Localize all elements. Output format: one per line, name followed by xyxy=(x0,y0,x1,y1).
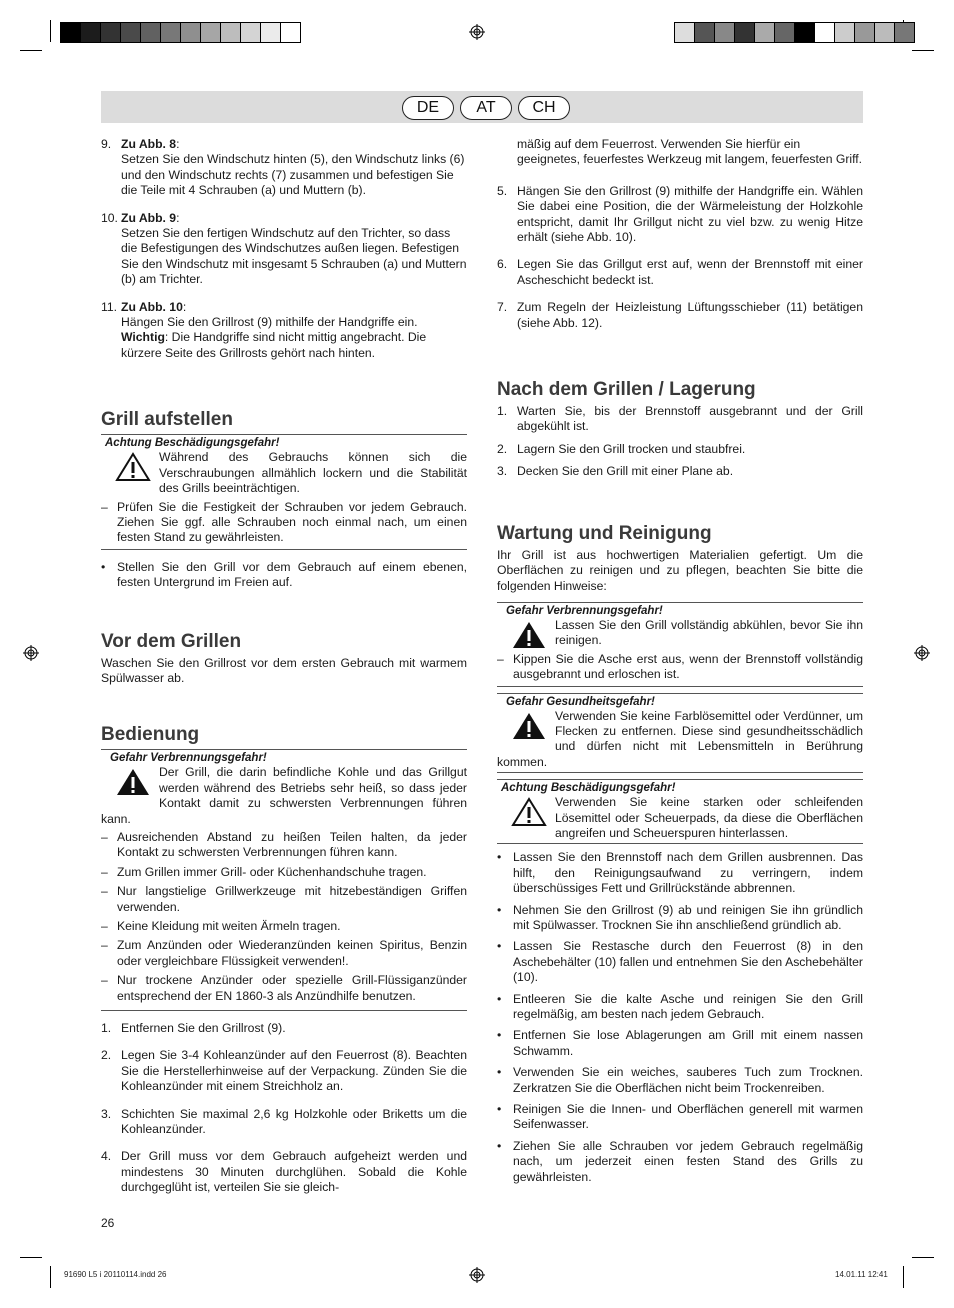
list-marker: 3. xyxy=(101,1106,112,1121)
danger-triangle-icon xyxy=(511,711,547,741)
list-marker: 3. xyxy=(497,464,508,479)
list-item xyxy=(101,919,467,934)
color-swatch xyxy=(815,23,835,42)
list-text: Lagern Sie den Grill trocken und staubfrei. xyxy=(517,441,746,456)
list-marker: • xyxy=(497,1102,502,1117)
registration-mark-icon xyxy=(23,645,39,661)
list-text: Zum Regeln der Heizleistung Lüftungsschieber (11) betätigen (siehe Abb. 12). xyxy=(517,300,863,330)
color-swatch xyxy=(735,23,755,42)
section-title: Bedienung xyxy=(101,724,200,746)
warning-box xyxy=(497,779,863,844)
list-text: Entfernen Sie lose Ablagerungen am Grill mit einem nassen Schwamm. xyxy=(513,1028,863,1058)
list-item xyxy=(497,184,863,246)
color-swatch xyxy=(201,23,221,42)
list-text: Setzen Sie den fertigen Windschutz auf den Trichter, so dass die Befestigungen des Windschutzes außen liegen. Befestigen Sie den Windschutz mit insgesamt 5 Schrauben (a) und Muttern (b) am Trichter. xyxy=(121,226,467,287)
warning-instruction: Kippen Sie die Asche erst aus, wenn der Brennstoff vollständig ausgebrannt und erloschen ist. xyxy=(513,651,863,682)
list-marker: 2. xyxy=(497,441,508,456)
color-swatch xyxy=(835,23,855,42)
warning-text: Lassen Sie den Grill vollständig abkühlen, bevor Sie ihn reinigen. xyxy=(555,617,863,648)
warning-text: Der Grill, die darin befindliche Kohle und das Grillgut werden während des Betriebs sehr heiß, so dass jeder Kontakt damit zu schwersten Verbrennungen führen kann. xyxy=(101,765,467,826)
list-text: Entleeren Sie die kalte Asche und reinigen Sie den Grill regelmäßig, am besten nach jedem Gebrauch. xyxy=(513,991,863,1022)
paragraph: Waschen Sie den Grillrost vor dem ersten Gebrauch mit warmem Spülwasser ab. xyxy=(101,655,467,685)
list-marker: • xyxy=(497,939,502,954)
list-marker: • xyxy=(497,850,502,865)
list-text: Lassen Sie den Brennstoff nach dem Grillen ausbrennen. Das hilft, den Reinigungsaufwand zu verringern, indem überschüssiges Fett und Grillrückstände abbrennen. xyxy=(513,850,863,896)
list-item xyxy=(101,1048,467,1094)
list-marker: – xyxy=(101,919,108,933)
color-swatch xyxy=(181,23,201,42)
list-item xyxy=(101,973,467,1004)
danger-triangle-icon xyxy=(511,620,547,650)
paragraph: Ihr Grill ist aus hochwertigen Materialien gefertigt. Um die Oberflächen zu reinigen und zu pflegen, beachten Sie bitte die folgenden Hinweise: xyxy=(497,547,863,593)
list-text: Zum Anzünden oder Wiederanzünden keinen Spiritus, Benzin oder vergleichbare Flüssigkeit verwenden!. xyxy=(117,938,467,968)
color-swatch xyxy=(875,23,895,42)
color-swatch xyxy=(775,23,795,42)
figure-reference: Zu Abb. 9 xyxy=(121,210,177,225)
list-text: Reinigen Sie die Innen- und Oberflächen generell mit warmen Seifenwasser. xyxy=(513,1102,863,1132)
list-item: 9. Zu Abb. 8: Setzen Sie den Windschutz hinten (5), den Windschutz links (6) und den Windschutz rechts (7) zusammen und befestigen Sie die Teile mit 4 Schrauben (a) und Muttern (b). xyxy=(101,137,467,199)
list-marker: 4. xyxy=(101,1149,112,1164)
list-marker: • xyxy=(497,1065,502,1080)
list-item xyxy=(497,1028,863,1059)
registration-mark-icon xyxy=(469,24,485,40)
warning-heading: Gefahr Gesundheitsgefahr! xyxy=(506,695,655,708)
color-swatch xyxy=(715,23,735,42)
list-marker: – xyxy=(101,938,108,953)
list-item xyxy=(101,830,467,861)
list-text: Keine Kleidung mit weiten Ärmeln tragen. xyxy=(117,919,341,933)
list-item xyxy=(101,938,467,969)
section-title: Nach dem Grillen / Lagerung xyxy=(497,379,756,401)
danger-triangle-icon xyxy=(115,767,151,797)
figure-reference: Zu Abb. 8 xyxy=(121,137,177,151)
registration-mark-icon xyxy=(914,645,930,661)
list-item xyxy=(497,992,863,1023)
color-swatch xyxy=(161,23,181,42)
color-swatch xyxy=(221,23,241,42)
section-title: Grill aufstellen xyxy=(101,409,233,431)
warning-box xyxy=(101,749,467,1011)
list-item xyxy=(497,300,863,331)
list-item xyxy=(497,903,863,934)
list-text: Legen Sie 3-4 Kohleanzünder auf den Feuerrost (8). Beachten Sie die Herstellerhinweise auf der Verpackung. Zünden Sie die Kohleanzünder mit einem Streichholz an. xyxy=(121,1048,467,1094)
language-badges xyxy=(402,96,570,120)
color-swatch xyxy=(141,23,161,42)
list-item xyxy=(101,1149,467,1195)
color-swatch xyxy=(241,23,261,42)
list-marker: 2. xyxy=(101,1048,112,1063)
list-text: Warten Sie, bis der Brennstoff ausgebrannt und der Grill abgekühlt ist. xyxy=(517,404,863,434)
list-text: Entfernen Sie den Grillrost (9). xyxy=(121,1021,286,1036)
warning-text: Während des Gebrauchs können sich die Verschraubungen allmählich lockern und die Stabilität des Grills beeinträchtigen. xyxy=(159,450,467,496)
list-marker: 7. xyxy=(497,300,508,315)
list-item xyxy=(101,1021,467,1036)
section-title: Vor dem Grillen xyxy=(101,630,242,652)
list-item xyxy=(101,884,467,915)
list-text: Der Grill muss vor dem Gebrauch aufgeheizt werden und mindestens 30 Minuten durchglühen. Sobald die Kohle durchgeglüht ist, verteilen Sie sie gleich- xyxy=(121,1149,467,1195)
list-item xyxy=(497,257,863,288)
list-item xyxy=(497,1139,863,1185)
list-marker: 11. xyxy=(101,299,118,314)
caution-triangle-icon xyxy=(511,797,547,827)
color-bar-right xyxy=(674,22,915,43)
list-text: Zum Grillen immer Grill- oder Küchenhandschuhe tragen. xyxy=(117,864,427,879)
color-swatch xyxy=(695,23,715,42)
footer-file: 91690 L5 i 20110114.indd 26 xyxy=(64,1270,167,1279)
list-item: 11. Zu Abb. 10: Hängen Sie den Grillrost (9) mithilfe der Handgriffe ein. Wichtig: Die Handgriffe sind nicht mittig angebracht. Die kürzere Seite des Grillrosts gehört nach hinten. xyxy=(101,300,467,362)
list-marker: • xyxy=(497,991,502,1006)
color-swatch xyxy=(261,23,281,42)
list-marker: – xyxy=(101,973,108,988)
list-item xyxy=(101,1107,467,1138)
list-text: Ausreichenden Abstand zu heißen Teilen halten, da jeder Kontakt zu schwersten Verbrennungen führen kann. xyxy=(117,829,467,860)
warning-instruction: Prüfen Sie die Festigkeit der Schrauben vor jedem Gebrauch. Ziehen Sie ggf. alle Schrauben noch einmal nach, um einen festen Stand zu gewährleisten. xyxy=(117,499,467,545)
figure-reference: Zu Abb. 10 xyxy=(121,299,183,314)
note-text: : Die Handgriffe sind nicht mittig angebracht. Die kürzere Seite des Grillrosts gehört nach hinten. xyxy=(121,330,427,360)
list-item xyxy=(497,404,863,435)
warning-heading: Achtung Beschädigungsgefahr! xyxy=(105,437,280,450)
color-swatch xyxy=(755,23,775,42)
color-swatch xyxy=(101,23,121,42)
list-text: Nehmen Sie den Grillrost (9) ab und reinigen Sie ihn gründlich mit Spülwasser. Trocknen Sie ihn anschließend gründlich ab. xyxy=(513,902,863,932)
color-swatch xyxy=(855,23,875,42)
list-marker: 9. xyxy=(101,137,112,151)
paragraph: mäßig auf dem Feuerrost. Verwenden Sie hierfür ein geeignetes, feuerfestes Werkzeug mit langem, feuerfesten Griff. xyxy=(517,137,863,167)
warning-box: Gefahr Verbrennungsgefahr! Lassen Sie den Grill vollständig abkühlen, bevor Sie ihn reinigen. – Kippen Sie die Asche erst aus, wenn der Brennstoff vollständig ausgebrannt und erloschen ist. xyxy=(497,602,863,687)
footer-date: 14.01.11 12:41 xyxy=(835,1270,888,1279)
list-marker: – xyxy=(101,864,108,879)
list-item xyxy=(497,1065,863,1096)
color-bar-left xyxy=(60,22,301,43)
list-text: Hängen Sie den Grillrost (9) mithilfe der Handgriffe ein. xyxy=(121,315,418,330)
list-marker: • xyxy=(497,1138,502,1153)
list-text: Nur trockene Anzünder oder spezielle Grill-Flüssiganzünder entsprechend der EN 1860-3 als Anzündhilfe benutzen. xyxy=(117,973,467,1003)
list-item xyxy=(497,1102,863,1133)
section-title: Wartung und Reinigung xyxy=(497,522,712,544)
list-item: 10. Zu Abb. 9: Setzen Sie den fertigen Windschutz auf den Trichter, so dass die Befestigungen des Windschutzes außen liegen. Befestigen Sie den Windschutz mit insgesamt 5 Schrauben (a) und Muttern (b) am Trichter. xyxy=(101,210,467,287)
color-swatch xyxy=(895,23,914,42)
list-text: Verwenden Sie ein weiches, sauberes Tuch zum Trocknen. Zerkratzen Sie die Oberflächen nicht beim Trockenreiben. xyxy=(513,1065,863,1095)
page-number: 26 xyxy=(101,1216,115,1230)
color-swatch xyxy=(81,23,101,42)
list-item xyxy=(497,442,863,457)
list-item xyxy=(497,850,863,896)
list-text: Decken Sie den Grill mit einer Plane ab. xyxy=(517,464,734,479)
list-text: Legen Sie das Grillgut erst auf, wenn der Brennstoff mit einer Ascheschicht bedeckt ist. xyxy=(517,257,863,287)
list-marker: 10. xyxy=(101,210,118,225)
list-item xyxy=(497,939,863,985)
warning-box xyxy=(497,693,863,774)
list-item: Stellen Sie den Grill vor dem Gebrauch auf einem ebenen, festen Untergrund im Freien auf. xyxy=(117,559,467,590)
list-marker: – xyxy=(101,829,108,844)
list-marker: 5. xyxy=(497,183,508,198)
warning-heading: Gefahr Verbrennungsgefahr! xyxy=(110,752,267,765)
list-marker: – xyxy=(101,884,108,899)
warning-text: Verwenden Sie keine starken oder schleifenden Lösemittel oder Scheuerpads, da diese die Oberflächen angreifen und Scheuerspuren hinterlassen. xyxy=(555,795,863,840)
color-swatch xyxy=(61,23,81,42)
right-column xyxy=(497,137,863,1191)
language-badge-ch: CH xyxy=(518,96,570,120)
list-text: Hängen Sie den Grillrost (9) mithilfe der Handgriffe ein. Wählen Sie dabei eine Position, die der Wärmeleistung der Holzkohle entspricht, damit Ihr Grillgut nicht zu viel bzw. zu wenig Hitze erhält (siehe Abb. 10). xyxy=(517,183,863,245)
color-swatch xyxy=(281,23,300,42)
left-column: 9. Zu Abb. 8: Setzen Sie den Windschutz hinten (5), den Windschutz links (6) und den Windschutz rechts (7) zusammen und befestigen Sie die Teile mit 4 Schrauben (a) und Muttern (b). 10. Zu Abb. 9: Setzen Sie den fertigen Windschutz auf den Trichter, so dass die Befestigungen des Windschutzes außen liegen. Befestigen Sie den Windschutz mit insgesamt 5 Schrauben (a) und Muttern (b) am Trichter. 11. Zu Abb. 10: Hängen Sie den Grillrost (9) mithilfe der Handgriffe ein. Wichtig: Die Handgriffe sind nicht mittig angebracht. Die kürzere Seite des Grillrosts gehört nach hinten. Grill aufstellen Achtung Beschädigungsgefahr! Während des Gebrauchs können sich die Verschraubungen allmählich lockern und die Stabilität des Grills beeinträchtigen. – Prüfen Sie die Festigkeit der Schrauben vor jedem Gebrauch. Ziehen Sie ggf. alle Schrauben noch einmal nach, um einen festen Stand zu gewährleisten. • Stellen Sie den Grill vor dem Gebrauch auf einem ebenen, festen Untergrund im Freien auf. Vor dem Grillen Waschen Sie den Grillrost vor dem ersten Gebrauch mit warmem Spülwasser ab. Bedienung Gefahr Verbrennungsgefahr! Der Grill, die darin befindliche Kohle und das Grillgut werden während des Betriebs sehr heiß, so dass jeder Kontakt damit zu schwersten Verbrennungen führen kann. – Ausreichenden Abstand zu heißen Teilen halten, da jeder Kontakt zu schwersten Verbrennungen führen kann. – Zum Grillen immer Grill- oder Küchenhandschuhe tragen. – Nur langstielige Grillwerkzeuge mit hitzebeständigen Griffen verwenden. – Keine Kleidung mit weiten Ärmeln tragen. – Zum Anzünden oder Wiederanzünden keinen Spiritus, Benzin oder vergleichbare Flüssigkeit verwenden!. – Nur trockene Anzünder oder spezielle Grill-Flüssiganzünder entsprechend der EN 1860-3 als Anzündhilfe benutzen. 1. Entfernen Sie den Grillrost (9). 2. Legen Sie 3-4 Kohleanzünder auf den Feuerrost (8). Beachten Sie die Herstellerhinweise auf der Verpackung. Zünden Sie die Kohleanzünder mit einem Streichholz an. 3. Schichten Sie maximal 2,6 kg Holzkohle oder Briketts um die Kohleanzünder. 4. Der Grill muss vor dem Gebrauch aufgeheizt werden und mindestens 30 Minuten durchglühen. Sobald die Kohle durchgeglüht ist, verteilen Sie sie gleich- xyxy=(101,137,467,1195)
list-marker: • xyxy=(497,1028,502,1043)
color-swatch xyxy=(795,23,815,42)
list-item xyxy=(497,464,863,479)
list-marker: • xyxy=(497,902,502,917)
warning-text: Verwenden Sie keine Farblösemittel oder Verdünner, um Flecken zu entfernen. Diese sind gesundheitsschädlich und dürfen nicht mit Lebensmitteln in Berührung kommen. xyxy=(497,708,863,769)
list-text: Nur langstielige Grillwerkzeuge mit hitzebeständigen Griffen verwenden. xyxy=(117,884,467,914)
list-marker: 6. xyxy=(497,257,508,272)
list-marker: 1. xyxy=(101,1021,112,1036)
color-swatch xyxy=(121,23,141,42)
list-item xyxy=(101,865,467,880)
list-marker: 1. xyxy=(497,404,508,419)
caution-triangle-icon xyxy=(115,452,151,482)
warning-heading: Gefahr Verbrennungsgefahr! xyxy=(506,604,663,617)
list-text: Setzen Sie den Windschutz hinten (5), den Windschutz links (6) und den Windschutz rechts (7) zusammen und befestigen Sie die Teile mit 4 Schrauben (a) und Muttern (b). xyxy=(121,152,465,198)
language-badge-at: AT xyxy=(460,96,512,120)
list-text: Lassen Sie Restasche durch den Feuerrost (8) in den Aschebehälter (10) fallen und entnehmen Sie den Aschebehälter (10). xyxy=(513,939,863,985)
list-text: Ziehen Sie alle Schrauben vor jedem Gebrauch regelmäßig nach, um jederzeit einen festen Stand des Grills zu gewährleisten. xyxy=(513,1138,863,1184)
color-swatch xyxy=(675,23,695,42)
warning-box: Achtung Beschädigungsgefahr! Während des Gebrauchs können sich die Verschraubungen allmählich lockern und die Stabilität des Grills beeinträchtigen. – Prüfen Sie die Festigkeit der Schrauben vor jedem Gebrauch. Ziehen Sie ggf. alle Schrauben noch einmal nach, um einen festen Stand zu gewährleisten. xyxy=(101,434,467,549)
note-label: Wichtig xyxy=(121,330,165,345)
language-badge-de: DE xyxy=(402,96,454,120)
list-text: Schichten Sie maximal 2,6 kg Holzkohle oder Briketts um die Kohleanzünder. xyxy=(121,1106,467,1137)
registration-mark-icon xyxy=(469,1267,485,1283)
warning-heading: Achtung Beschädigungsgefahr! xyxy=(501,782,676,795)
